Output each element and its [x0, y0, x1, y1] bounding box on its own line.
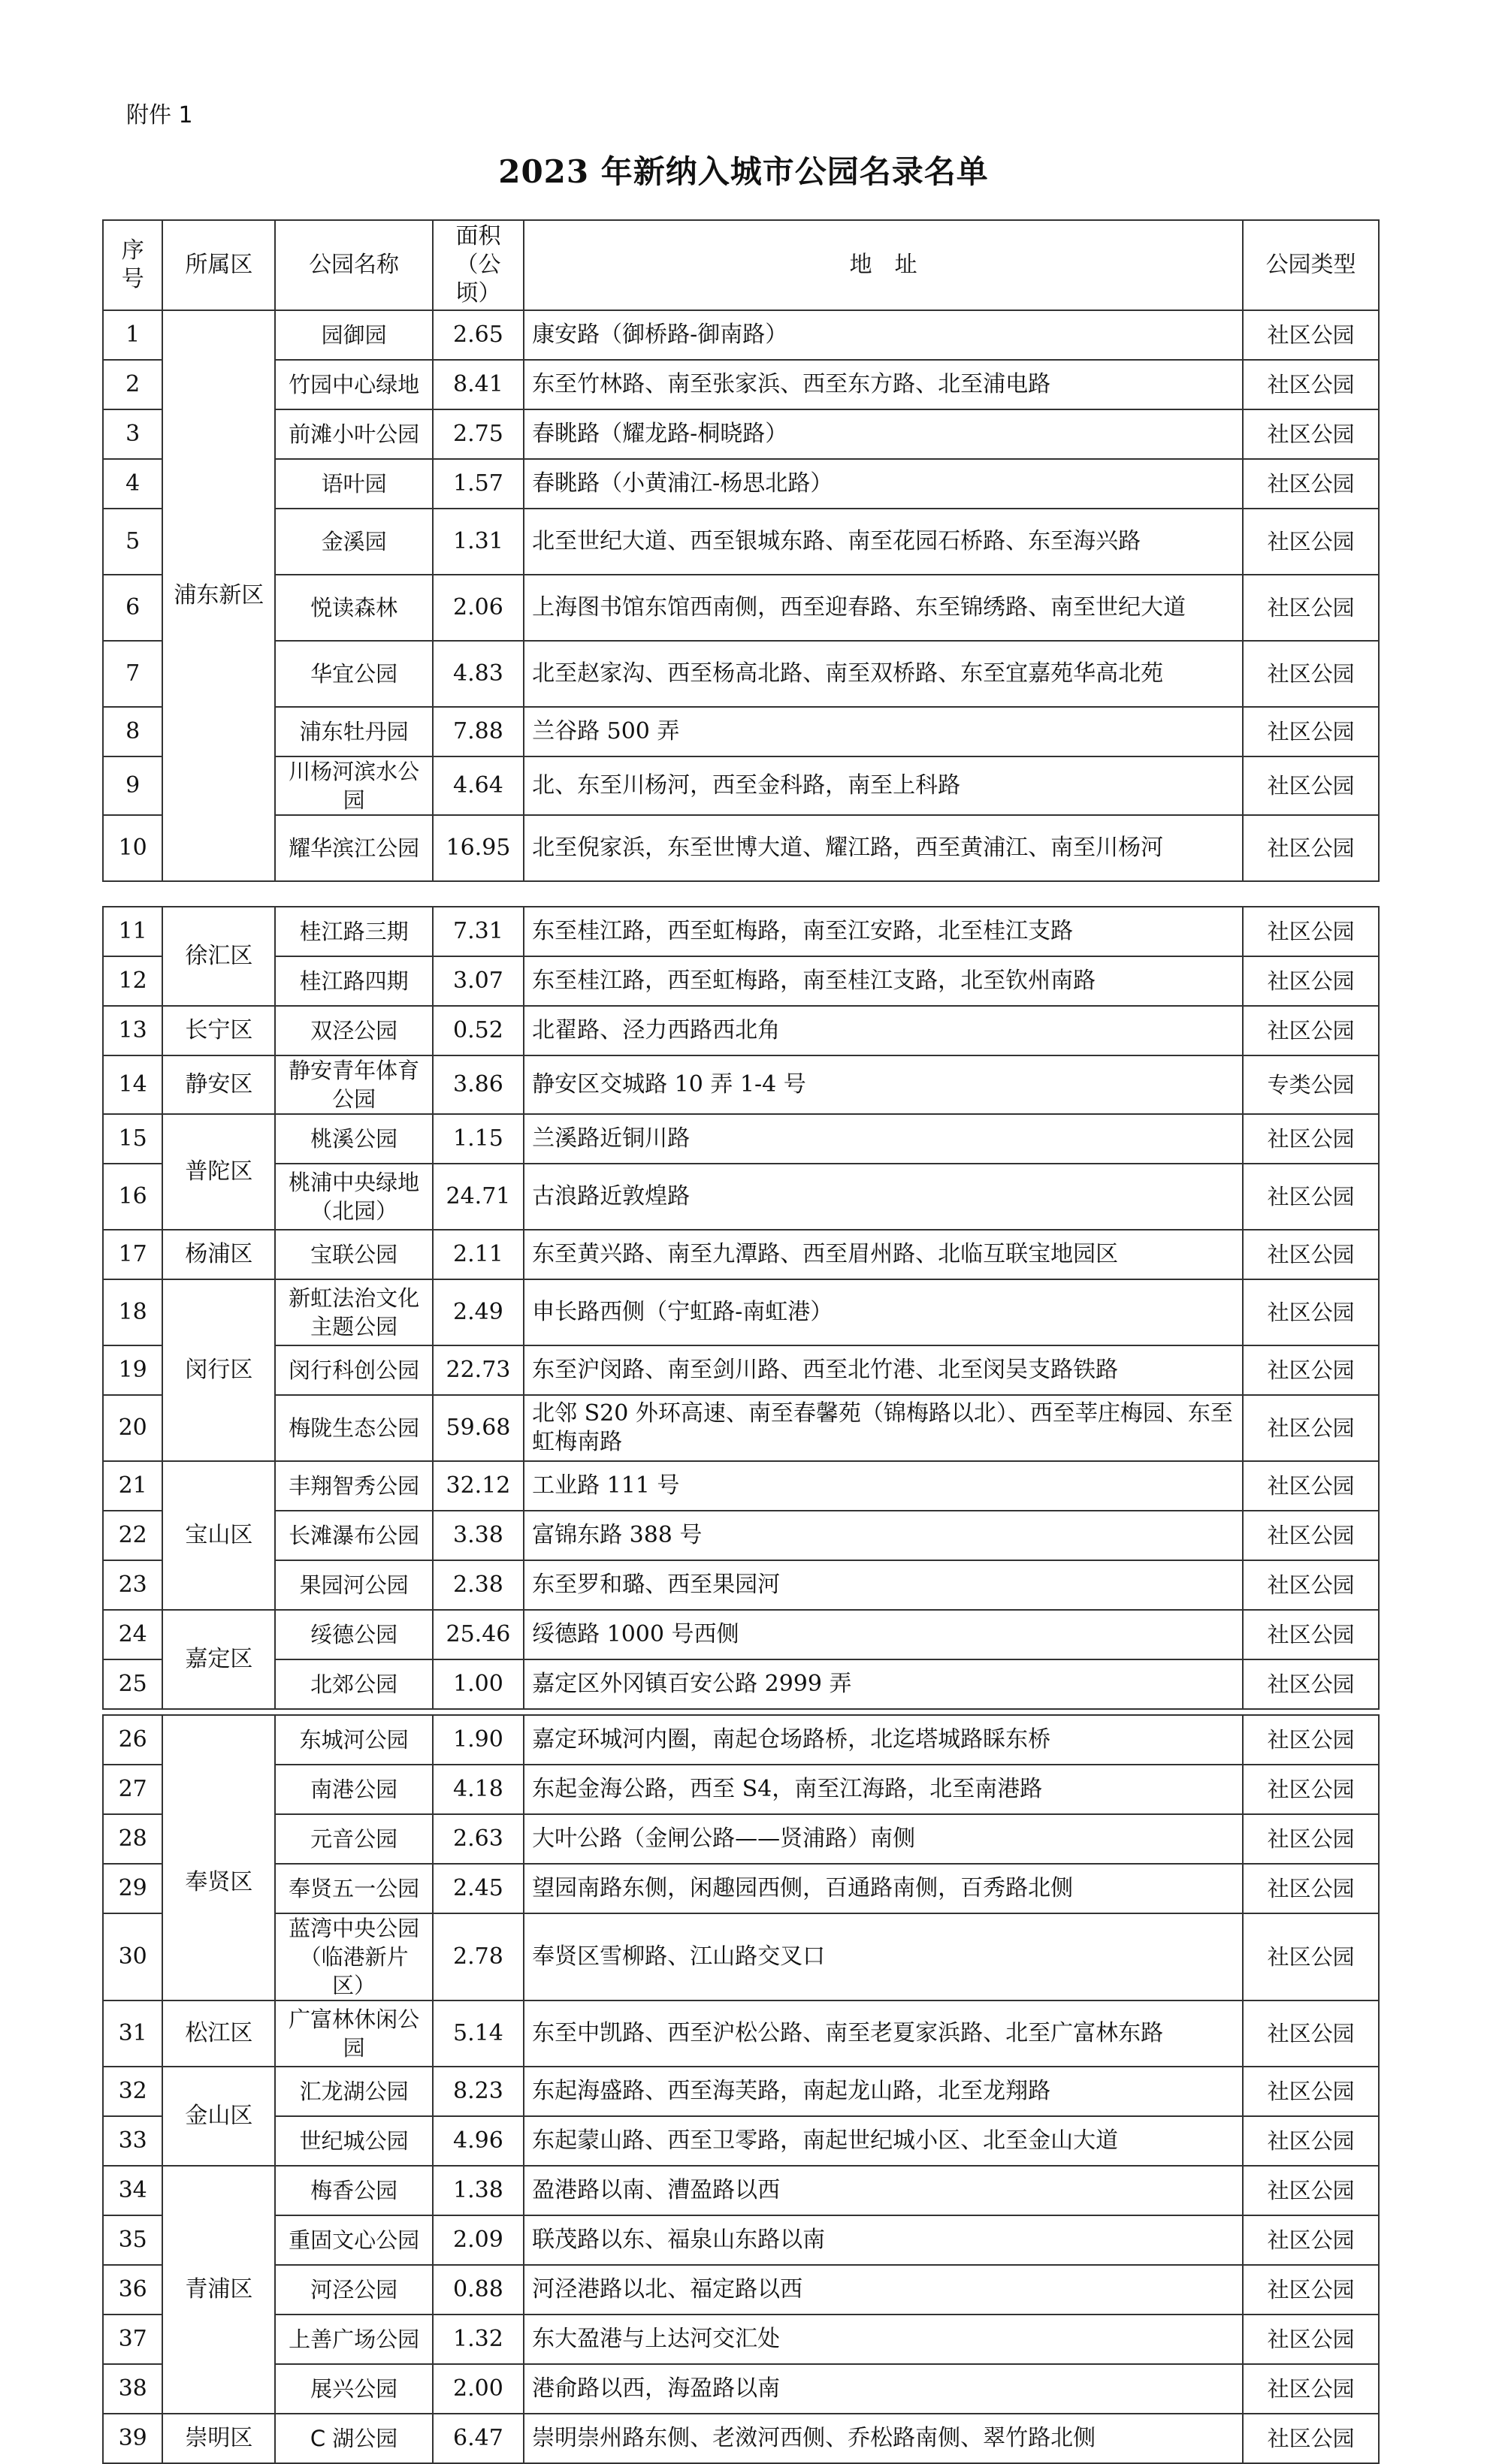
cell-area: 6.47: [433, 2414, 524, 2463]
table-row: [103, 2265, 1379, 2315]
cell-park-name: 桃溪公园: [275, 1114, 432, 1164]
cell-no: 31: [103, 2000, 162, 2067]
cell-park-type: 社区公园: [1243, 2215, 1379, 2265]
cell-park-name: 双泾公园: [275, 1006, 432, 1055]
cell-district: 宝山区: [162, 1461, 275, 1610]
cell-no: 30: [103, 1913, 162, 2000]
cell-area: 0.52: [433, 1006, 524, 1055]
table-row: [103, 1345, 1379, 1395]
cell-no: 18: [103, 1279, 162, 1345]
cell-no: 6: [103, 575, 162, 641]
header-type: 公园类型: [1243, 220, 1379, 310]
table-row: [103, 2116, 1379, 2166]
cell-park-name: 闵行科创公园: [275, 1345, 432, 1395]
table-row: [103, 509, 1379, 575]
cell-no: 8: [103, 707, 162, 756]
cell-park-type: 社区公园: [1243, 641, 1379, 707]
cell-district: 杨浦区: [162, 1230, 275, 1279]
cell-park-name: 长滩瀑布公园: [275, 1511, 432, 1560]
cell-park-type: 社区公园: [1243, 1511, 1379, 1560]
cell-park-name: 绥德公园: [275, 1610, 432, 1659]
cell-address: 春眺路（耀龙路-桐晓路）: [524, 409, 1243, 459]
cell-address: 春眺路（小黄浦江-杨思北路）: [524, 459, 1243, 509]
cell-area: 32.12: [433, 1461, 524, 1511]
cell-park-name: 浦东牡丹园: [275, 707, 432, 756]
cell-address: 北邻 S20 外环高速、南至春馨苑（锦梅路以北）、西至莘庄梅园、东至虹梅南路: [524, 1395, 1243, 1461]
cell-address: 东起金海公路，西至 S4，南至江海路，北至南港路: [524, 1765, 1243, 1814]
cell-park-type: 社区公园: [1243, 1715, 1379, 1765]
cell-park-type: 社区公园: [1243, 1659, 1379, 1709]
table-row: [103, 1864, 1379, 1913]
cell-park-name: 语叶园: [275, 459, 432, 509]
cell-address: 北、东至川杨河，西至金科路，南至上科路: [524, 756, 1243, 815]
cell-address: 北至赵家沟、西至杨高北路、南至双桥路、东至宜嘉苑华高北苑: [524, 641, 1243, 707]
cell-park-type: 社区公园: [1243, 2166, 1379, 2215]
cell-no: 23: [103, 1560, 162, 1610]
cell-no: 39: [103, 2414, 162, 2463]
cell-district: 崇明区: [162, 2414, 275, 2463]
cell-park-name: 悦读森林: [275, 575, 432, 641]
cell-no: 7: [103, 641, 162, 707]
table-row: [103, 756, 1379, 815]
table-row: [103, 1055, 1379, 1114]
cell-no: 24: [103, 1610, 162, 1659]
cell-park-name: 丰翔智秀公园: [275, 1461, 432, 1511]
table-row: [103, 2166, 1379, 2215]
cell-park-name: 华宜公园: [275, 641, 432, 707]
cell-no: 32: [103, 2067, 162, 2116]
cell-park-name: 广富林休闲公园: [275, 2000, 432, 2067]
cell-no: 1: [103, 310, 162, 360]
cell-area: 7.31: [433, 907, 524, 956]
header-area: 面积（公顷）: [433, 220, 524, 310]
table-row: [103, 2315, 1379, 2364]
cell-no: 28: [103, 1814, 162, 1864]
cell-address: 兰溪路近铜川路: [524, 1114, 1243, 1164]
attachment-label: 附件 1: [126, 102, 193, 128]
table-row: [103, 1279, 1379, 1345]
cell-no: 5: [103, 509, 162, 575]
cell-address: 东至罗和璐、西至果园河: [524, 1560, 1243, 1610]
cell-address: 港俞路以西，海盈路以南: [524, 2364, 1243, 2414]
cell-no: 33: [103, 2116, 162, 2166]
cell-area: 2.75: [433, 409, 524, 459]
table-row: [103, 575, 1379, 641]
cell-park-type: 社区公园: [1243, 575, 1379, 641]
cell-park-type: 社区公园: [1243, 459, 1379, 509]
table-row: [103, 1814, 1379, 1864]
cell-address: 大叶公路（金闸公路——贤浦路）南侧: [524, 1814, 1243, 1864]
cell-address: 静安区交城路 10 弄 1-4 号: [524, 1055, 1243, 1114]
cell-park-type: 社区公园: [1243, 1461, 1379, 1511]
cell-area: 2.45: [433, 1864, 524, 1913]
cell-area: 2.06: [433, 575, 524, 641]
cell-district: [162, 1715, 275, 1765]
table-row: [103, 2067, 1379, 2116]
cell-address: 绥德路 1000 号西侧: [524, 1610, 1243, 1659]
cell-address: 申长路西侧（宁虹路-南虹港）: [524, 1279, 1243, 1345]
cell-area: 16.95: [433, 815, 524, 881]
cell-park-type: 社区公园: [1243, 2315, 1379, 2364]
cell-area: 3.86: [433, 1055, 524, 1114]
cell-address: 东大盈港与上达河交汇处: [524, 2315, 1243, 2364]
cell-no: 3: [103, 409, 162, 459]
table-row: [103, 641, 1379, 707]
cell-no: 25: [103, 1659, 162, 1709]
table-row: [103, 2364, 1379, 2414]
cell-area: 2.09: [433, 2215, 524, 2265]
cell-address: 奉贤区雪柳路、江山路交叉口: [524, 1913, 1243, 2000]
cell-no: 9: [103, 756, 162, 815]
table-row: [103, 1230, 1379, 1279]
cell-park-type: 社区公园: [1243, 1610, 1379, 1659]
cell-park-type: 社区公园: [1243, 2116, 1379, 2166]
cell-park-name: 果园河公园: [275, 1560, 432, 1610]
cell-district: 静安区: [162, 1055, 275, 1114]
cell-no: 26: [103, 1715, 162, 1765]
cell-park-type: 社区公园: [1243, 1279, 1379, 1345]
cell-no: 15: [103, 1114, 162, 1164]
cell-area: 3.38: [433, 1511, 524, 1560]
table-row: [103, 2215, 1379, 2265]
cell-park-name: 重固文心公园: [275, 2215, 432, 2265]
cell-no: 29: [103, 1864, 162, 1913]
cell-no: 21: [103, 1461, 162, 1511]
cell-park-type: 专类公园: [1243, 1055, 1379, 1114]
table-row: [103, 1610, 1379, 1659]
cell-no: 20: [103, 1395, 162, 1461]
cell-no: 12: [103, 956, 162, 1006]
cell-park-type: 社区公园: [1243, 2414, 1379, 2463]
cell-address: 富锦东路 388 号: [524, 1511, 1243, 1560]
cell-area: 1.90: [433, 1715, 524, 1765]
cell-park-type: 社区公园: [1243, 756, 1379, 815]
table-row: [103, 2000, 1379, 2067]
table-row: [103, 1560, 1379, 1610]
cell-park-name: 桃浦中央绿地（北园）: [275, 1164, 432, 1230]
cell-district: 长宁区: [162, 1006, 275, 1055]
cell-park-type: 社区公园: [1243, 1164, 1379, 1230]
table-row: [103, 1395, 1379, 1461]
cell-park-type: 社区公园: [1243, 2364, 1379, 2414]
cell-park-type: 社区公园: [1243, 907, 1379, 956]
cell-area: 2.63: [433, 1814, 524, 1864]
table-row: [103, 1659, 1379, 1709]
cell-park-name: 蓝湾中央公园（临港新片区）: [275, 1913, 432, 2000]
cell-no: 19: [103, 1345, 162, 1395]
cell-address: 东至桂江路，西至虹梅路，南至桂江支路，北至钦州南路: [524, 956, 1243, 1006]
park-table: [102, 219, 1380, 882]
cell-no: 37: [103, 2315, 162, 2364]
cell-park-name: 园御园: [275, 310, 432, 360]
cell-address: 嘉定区外冈镇百安公路 2999 弄: [524, 1659, 1243, 1709]
cell-no: 14: [103, 1055, 162, 1114]
cell-address: 上海图书馆东馆西南侧，西至迎春路、东至锦绣路、南至世纪大道: [524, 575, 1243, 641]
cell-park-name: 川杨河滨水公园: [275, 756, 432, 815]
cell-park-name: 河泾公园: [275, 2265, 432, 2315]
cell-district: 青浦区: [162, 2166, 275, 2414]
table-row: [103, 1114, 1379, 1164]
cell-district: 普陀区: [162, 1114, 275, 1230]
cell-address: 康安路（御桥路-御南路）: [524, 310, 1243, 360]
table-row: [103, 907, 1379, 956]
cell-area: 2.78: [433, 1913, 524, 2000]
cell-park-type: 社区公园: [1243, 1765, 1379, 1814]
cell-park-name: 奉贤五一公园: [275, 1864, 432, 1913]
cell-no: 13: [103, 1006, 162, 1055]
cell-area: 8.41: [433, 360, 524, 409]
page-title: 2023 年新纳入城市公园名录名单: [498, 153, 989, 190]
cell-address: 联茂路以东、福泉山东路以南: [524, 2215, 1243, 2265]
cell-park-type: 社区公园: [1243, 1913, 1379, 2000]
cell-district: 金山区: [162, 2067, 275, 2166]
cell-address: 东至中凯路、西至沪松公路、南至老夏家浜路、北至广富林东路: [524, 2000, 1243, 2067]
cell-district: 徐汇区: [162, 907, 275, 1006]
cell-area: 1.38: [433, 2166, 524, 2215]
cell-park-name: 耀华滨江公园: [275, 815, 432, 881]
cell-area: 2.00: [433, 2364, 524, 2414]
cell-address: 古浪路近敦煌路: [524, 1164, 1243, 1230]
cell-park-type: 社区公园: [1243, 1114, 1379, 1164]
cell-park-type: 社区公园: [1243, 360, 1379, 409]
cell-area: 3.07: [433, 956, 524, 1006]
table-row: [103, 360, 1379, 409]
table-row: [103, 956, 1379, 1006]
cell-no: 36: [103, 2265, 162, 2315]
cell-address: 北至倪家浜，东至世博大道、耀江路，西至黄浦江、南至川杨河: [524, 815, 1243, 881]
cell-area: 2.38: [433, 1560, 524, 1610]
cell-park-name: 竹园中心绿地: [275, 360, 432, 409]
cell-park-type: 社区公园: [1243, 509, 1379, 575]
cell-district: 闵行区: [162, 1279, 275, 1461]
cell-park-name: 北郊公园: [275, 1659, 432, 1709]
cell-no: 2: [103, 360, 162, 409]
cell-address: 嘉定环城河内圈，南起仓场路桥，北迄塔城路睬东桥: [524, 1715, 1243, 1765]
cell-park-name: 元音公园: [275, 1814, 432, 1864]
header-name: 公园名称: [275, 220, 432, 310]
cell-area: 4.83: [433, 641, 524, 707]
table-row: [103, 1913, 1379, 2000]
cell-park-type: 社区公园: [1243, 1814, 1379, 1864]
table-row: [103, 1164, 1379, 1230]
table-row: [103, 1511, 1379, 1560]
cell-area: 25.46: [433, 1610, 524, 1659]
cell-area: 1.00: [433, 1659, 524, 1709]
cell-park-name: 宝联公园: [275, 1230, 432, 1279]
cell-no: 22: [103, 1511, 162, 1560]
cell-area: 7.88: [433, 707, 524, 756]
cell-address: 东至竹林路、南至张家浜、西至东方路、北至浦电路: [524, 360, 1243, 409]
cell-no: 27: [103, 1765, 162, 1814]
cell-address: 北翟路、泾力西路西北角: [524, 1006, 1243, 1055]
cell-address: 东至黄兴路、南至九潭路、西至眉州路、北临互联宝地园区: [524, 1230, 1243, 1279]
cell-no: 11: [103, 907, 162, 956]
cell-area: 4.96: [433, 2116, 524, 2166]
cell-park-name: 梅香公园: [275, 2166, 432, 2215]
cell-no: 38: [103, 2364, 162, 2414]
cell-park-name: 梅陇生态公园: [275, 1395, 432, 1461]
table-row: [103, 815, 1379, 881]
cell-area: 24.71: [433, 1164, 524, 1230]
cell-park-type: 社区公园: [1243, 2265, 1379, 2315]
cell-park-name: 桂江路四期: [275, 956, 432, 1006]
park-table-part-1: [102, 219, 1380, 882]
cell-park-type: 社区公园: [1243, 1864, 1379, 1913]
cell-address: 工业路 111 号: [524, 1461, 1243, 1511]
cell-park-name: 静安青年体育公园: [275, 1055, 432, 1114]
cell-district: 奉贤区: [162, 1765, 275, 2000]
cell-address: 望园南路东侧，闲趣园西侧，百通路南侧，百秀路北侧: [524, 1864, 1243, 1913]
cell-park-type: 社区公园: [1243, 2000, 1379, 2067]
cell-park-type: 社区公园: [1243, 1345, 1379, 1395]
header-district: 所属区: [162, 220, 275, 310]
cell-address: 盈港路以南、漕盈路以西: [524, 2166, 1243, 2215]
cell-park-type: 社区公园: [1243, 1006, 1379, 1055]
cell-district: 松江区: [162, 2000, 275, 2067]
cell-park-type: 社区公园: [1243, 956, 1379, 1006]
cell-area: 2.49: [433, 1279, 524, 1345]
cell-park-name: 前滩小叶公园: [275, 409, 432, 459]
park-table: [102, 906, 1380, 1710]
cell-area: 22.73: [433, 1345, 524, 1395]
cell-area: 59.68: [433, 1395, 524, 1461]
cell-area: 2.11: [433, 1230, 524, 1279]
cell-area: 4.64: [433, 756, 524, 815]
cell-park-name: 南港公园: [275, 1765, 432, 1814]
cell-address: 兰谷路 500 弄: [524, 707, 1243, 756]
cell-address: 东至沪闵路、南至剑川路、西至北竹港、北至闵吴支路铁路: [524, 1345, 1243, 1395]
table-row: [103, 459, 1379, 509]
table-header-row: [103, 220, 1379, 310]
cell-no: 35: [103, 2215, 162, 2265]
cell-park-name: 世纪城公园: [275, 2116, 432, 2166]
cell-park-name: 东城河公园: [275, 1715, 432, 1765]
park-table-part-3: [102, 1714, 1380, 2464]
cell-area: 8.23: [433, 2067, 524, 2116]
cell-park-name: 桂江路三期: [275, 907, 432, 956]
cell-district: 浦东新区: [162, 310, 275, 881]
cell-address: 北至世纪大道、西至银城东路、南至花园石桥路、东至海兴路: [524, 509, 1243, 575]
cell-area: 1.57: [433, 459, 524, 509]
cell-address: 河泾港路以北、福定路以西: [524, 2265, 1243, 2315]
cell-park-type: 社区公园: [1243, 2067, 1379, 2116]
cell-address: 东起海盛路、西至海芙路，南起龙山路，北至龙翔路: [524, 2067, 1243, 2116]
cell-park-type: 社区公园: [1243, 1230, 1379, 1279]
cell-park-name: 新虹法治文化主题公园: [275, 1279, 432, 1345]
header-no: 序号: [103, 220, 162, 310]
cell-park-name: 展兴公园: [275, 2364, 432, 2414]
cell-district: 嘉定区: [162, 1610, 275, 1709]
cell-area: 2.65: [433, 310, 524, 360]
table-row: [103, 1765, 1379, 1814]
header-address: 地 址: [524, 220, 1243, 310]
cell-address: 东起蒙山路、西至卫零路，南起世纪城小区、北至金山大道: [524, 2116, 1243, 2166]
cell-park-type: 社区公园: [1243, 1560, 1379, 1610]
cell-park-type: 社区公园: [1243, 409, 1379, 459]
cell-no: 16: [103, 1164, 162, 1230]
cell-address: 崇明崇州路东侧、老滧河西侧、乔松路南侧、翠竹路北侧: [524, 2414, 1243, 2463]
cell-no: 4: [103, 459, 162, 509]
table-row: [103, 409, 1379, 459]
table-row: [103, 2414, 1379, 2463]
cell-park-type: 社区公园: [1243, 310, 1379, 360]
table-row: [103, 707, 1379, 756]
table-row: [103, 310, 1379, 360]
cell-area: 1.32: [433, 2315, 524, 2364]
park-table: [102, 1714, 1380, 2464]
cell-area: 1.15: [433, 1114, 524, 1164]
table-row: [103, 1006, 1379, 1055]
table-row: [103, 1715, 1379, 1765]
cell-no: 34: [103, 2166, 162, 2215]
cell-park-name: 上善广场公园: [275, 2315, 432, 2364]
cell-area: 4.18: [433, 1765, 524, 1814]
cell-park-type: 社区公园: [1243, 815, 1379, 881]
cell-no: 10: [103, 815, 162, 881]
park-table-part-2: [102, 906, 1380, 1710]
cell-no: 17: [103, 1230, 162, 1279]
cell-address: 东至桂江路，西至虹梅路，南至江安路，北至桂江支路: [524, 907, 1243, 956]
cell-area: 0.88: [433, 2265, 524, 2315]
table-row: [103, 1461, 1379, 1511]
cell-park-type: 社区公园: [1243, 707, 1379, 756]
cell-park-type: 社区公园: [1243, 1395, 1379, 1461]
cell-area: 1.31: [433, 509, 524, 575]
cell-area: 5.14: [433, 2000, 524, 2067]
cell-park-name: 汇龙湖公园: [275, 2067, 432, 2116]
cell-park-name: C 湖公园: [275, 2414, 432, 2463]
cell-park-name: 金溪园: [275, 509, 432, 575]
